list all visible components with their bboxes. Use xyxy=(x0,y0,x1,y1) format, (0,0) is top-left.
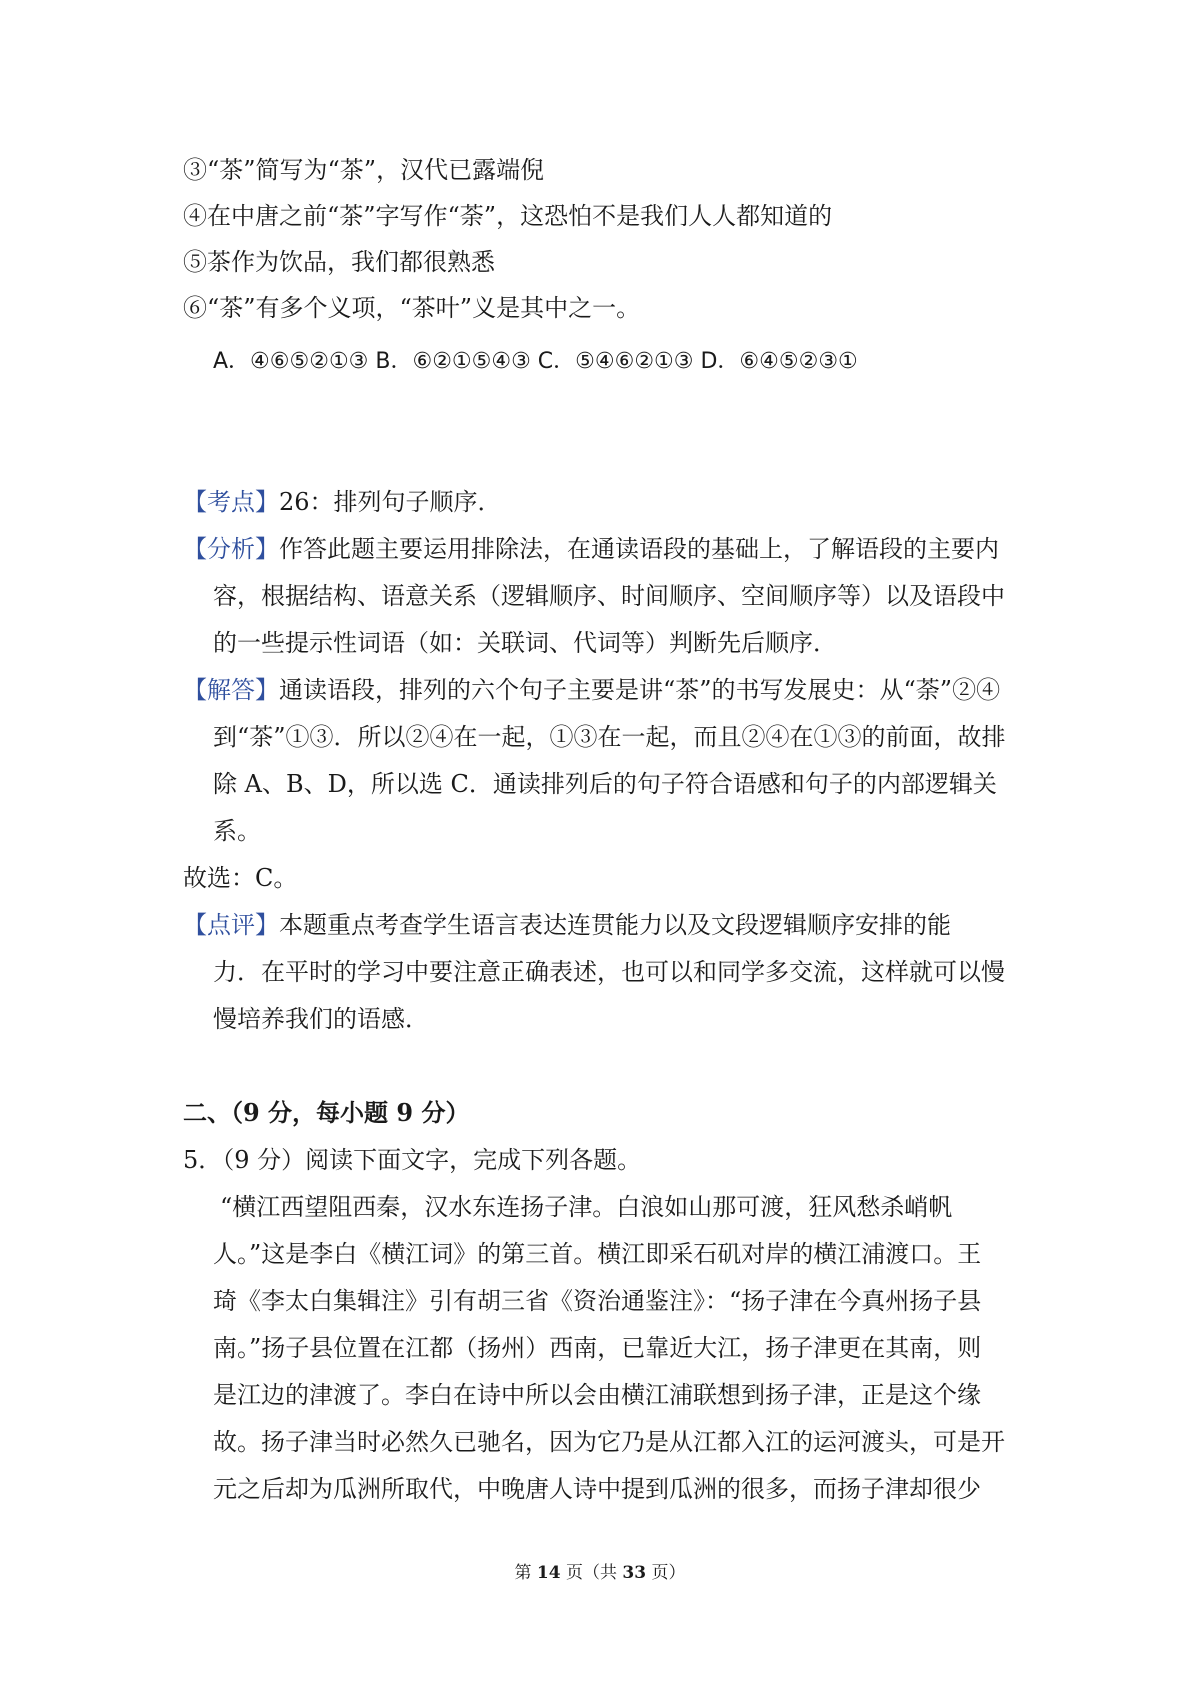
fenxi-line-2: 容，根据结构、语意关系（逻辑顺序、时间顺序、空间顺序等）以及语段中 xyxy=(213,582,1005,610)
jieda-line-3: 除 A、B、D，所以选 C．通读排列后的句子符合语感和句子的内部逻辑关 xyxy=(213,770,997,798)
dianping-row xyxy=(183,910,951,940)
jieda-row xyxy=(183,675,1000,705)
answer-choices: A．④⑥⑤②①③ B．⑥②①⑤④③ C．⑤④⑥②①③ D．⑥④⑤②③① xyxy=(213,349,858,374)
footer-middle: 页（共 xyxy=(566,1563,617,1583)
passage-line-5: 是江边的津渡了。李白在诗中所以会由横江浦联想到扬子津，正是这个缘 xyxy=(213,1381,981,1409)
dianping-line-3: 慢培养我们的语感． xyxy=(213,1005,429,1033)
passage-line-7: 元之后却为瓜洲所取代，中晚唐人诗中提到瓜洲的很多，而扬子津却很少 xyxy=(213,1475,981,1503)
footer-total-pages: 33 xyxy=(622,1563,647,1583)
footer-suffix: 页） xyxy=(651,1563,686,1583)
passage-line-3: 琦《李太白集辑注》引有胡三省《资治通鉴注》：“扬子津在今真州扬子县 xyxy=(213,1287,982,1315)
option-item-3: ③“茶”简写为“茶”，汉代已露端倪 xyxy=(183,156,545,184)
dianping-line-1: 本题重点考查学生语言表达连贯能力以及文段逻辑顺序安排的能 xyxy=(279,911,951,939)
dianping-line-2: 力．在平时的学习中要注意正确表述，也可以和同学多交流，这样就可以慢 xyxy=(213,958,1005,986)
section-heading: 二、（9 分，每小题 9 分） xyxy=(183,1098,470,1127)
fenxi-line-1: 作答此题主要运用排除法，在通读语段的基础上，了解语段的主要内 xyxy=(279,535,999,563)
passage-line-6: 故。扬子津当时必然久已驰名，因为它乃是从江都入江的运河渡头，可是开 xyxy=(213,1428,1005,1456)
kaodian-text: 26：排列句子顺序． xyxy=(279,488,502,516)
passage-line-2: 人。”这是李白《横江词》的第三首。横江即采石矶对岸的横江浦渡口。王 xyxy=(213,1240,982,1268)
jieda-line-2: 到“茶”①③．所以②④在一起，①③在一起，而且②④在①③的前面，故排 xyxy=(213,723,1006,751)
page-footer xyxy=(0,1562,1200,1584)
kaodian-tag: 【考点】 xyxy=(183,488,279,516)
passage-line-1: “横江西望阻西秦，汉水东连扬子津。白浪如山那可渡，狂风愁杀峭帆 xyxy=(220,1193,953,1221)
footer-prefix: 第 xyxy=(514,1563,532,1583)
footer-page-number: 14 xyxy=(536,1563,561,1583)
fenxi-tag: 【分析】 xyxy=(183,535,279,563)
passage-line-4: 南。”扬子县位置在江都（扬州）西南，已靠近大江，扬子津更在其南，则 xyxy=(213,1334,982,1362)
option-item-6: ⑥“茶”有多个义项，“茶叶”义是其中之一。 xyxy=(183,294,641,322)
final-answer: 故选：C。 xyxy=(183,864,298,892)
question-5: 5．（9 分）阅读下面文字，完成下列各题。 xyxy=(183,1146,642,1174)
option-item-5: ⑤茶作为饮品，我们都很熟悉 xyxy=(183,248,495,276)
fenxi-line-3: 的一些提示性词语（如：关联词、代词等）判断先后顺序． xyxy=(213,629,837,657)
jieda-tag: 【解答】 xyxy=(183,676,279,704)
jieda-line-1: 通读语段，排列的六个句子主要是讲“茶”的书写发展史：从“荼”②④ xyxy=(279,676,1001,704)
option-item-4: ④在中唐之前“茶”字写作“荼”，这恐怕不是我们人人都知道的 xyxy=(183,202,833,230)
kaodian-row xyxy=(183,487,502,517)
jieda-line-4: 系。 xyxy=(213,817,261,845)
dianping-tag: 【点评】 xyxy=(183,911,279,939)
fenxi-row xyxy=(183,534,999,564)
